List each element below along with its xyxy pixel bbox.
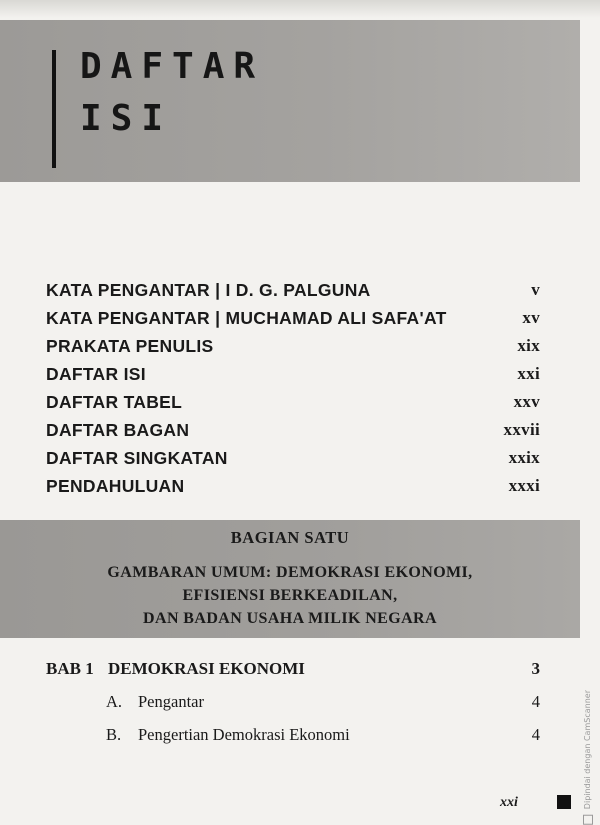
toc-entry-page: xv [522, 308, 540, 327]
page-edge [0, 0, 600, 18]
chapter-page: 3 [531, 659, 540, 678]
part-title-line: EFISIENSI BERKEADILAN, [182, 587, 398, 604]
toc-entry-page: xxv [513, 392, 540, 411]
chapter-title: DEMOKRASI EKONOMI [108, 659, 305, 678]
toc-entry-label: DAFTAR ISI [46, 364, 146, 384]
toc-entry-page: xix [517, 336, 540, 355]
toc-entry-page: xxi [517, 364, 540, 383]
section-entry[interactable] [106, 723, 540, 747]
toc-list [46, 276, 540, 500]
part-band [0, 520, 580, 638]
toc-entry[interactable] [46, 360, 540, 388]
toc-entry[interactable] [46, 276, 540, 304]
section-page: 4 [531, 725, 540, 744]
part-label: BAGIAN SATU [230, 528, 350, 547]
section-letter: B. [106, 725, 122, 744]
page-number: xxi [500, 795, 518, 810]
section-entry[interactable] [106, 690, 540, 714]
toc-entry-label: PRAKATA PENULIS [46, 336, 214, 356]
toc-entry[interactable] [46, 472, 540, 500]
part-title-line: DAN BADAN USAHA MILIK NEGARA [143, 610, 437, 627]
toc-entry[interactable] [46, 444, 540, 472]
toc-entry-label: KATA PENGANTAR | I D. G. PALGUNA [46, 280, 371, 300]
section-letter: A. [106, 692, 123, 711]
title-accent-bar [52, 50, 56, 168]
page-title-line-2: ISI [80, 98, 173, 139]
toc-entry-page: xxxi [508, 476, 540, 495]
title-band [0, 20, 580, 182]
page-title-line-1: DAFTAR [80, 46, 265, 87]
toc-entry-label: DAFTAR SINGKATAN [46, 448, 228, 468]
toc-entry-label: DAFTAR BAGAN [46, 420, 190, 440]
toc-entry-label: DAFTAR TABEL [46, 392, 183, 412]
toc-entry-page: xxix [508, 448, 540, 467]
toc-entry[interactable] [46, 388, 540, 416]
toc-entry-page: v [531, 280, 540, 299]
section-title: Pengantar [138, 692, 204, 711]
camscanner-icon [583, 815, 593, 825]
toc-entry-page: xxvii [503, 420, 540, 439]
chapter-number: BAB 1 [46, 659, 94, 678]
part-title-line: GAMBARAN UMUM: DEMOKRASI EKONOMI, [107, 564, 473, 581]
folio-marker-square [557, 795, 571, 809]
section-page: 4 [531, 692, 540, 711]
chapter-entry[interactable] [46, 656, 540, 682]
toc-entry[interactable] [46, 304, 540, 332]
toc-entry[interactable] [46, 416, 540, 444]
toc-entry-label: PENDAHULUAN [46, 476, 185, 496]
scanner-watermark-text: Dipindai dengan CamScanner [583, 690, 592, 810]
section-title: Pengertian Demokrasi Ekonomi [138, 725, 350, 744]
toc-entry-label: KATA PENGANTAR | MUCHAMAD ALI SAFA'AT [46, 308, 447, 328]
scanner-watermark [583, 690, 597, 825]
toc-entry[interactable] [46, 332, 540, 360]
